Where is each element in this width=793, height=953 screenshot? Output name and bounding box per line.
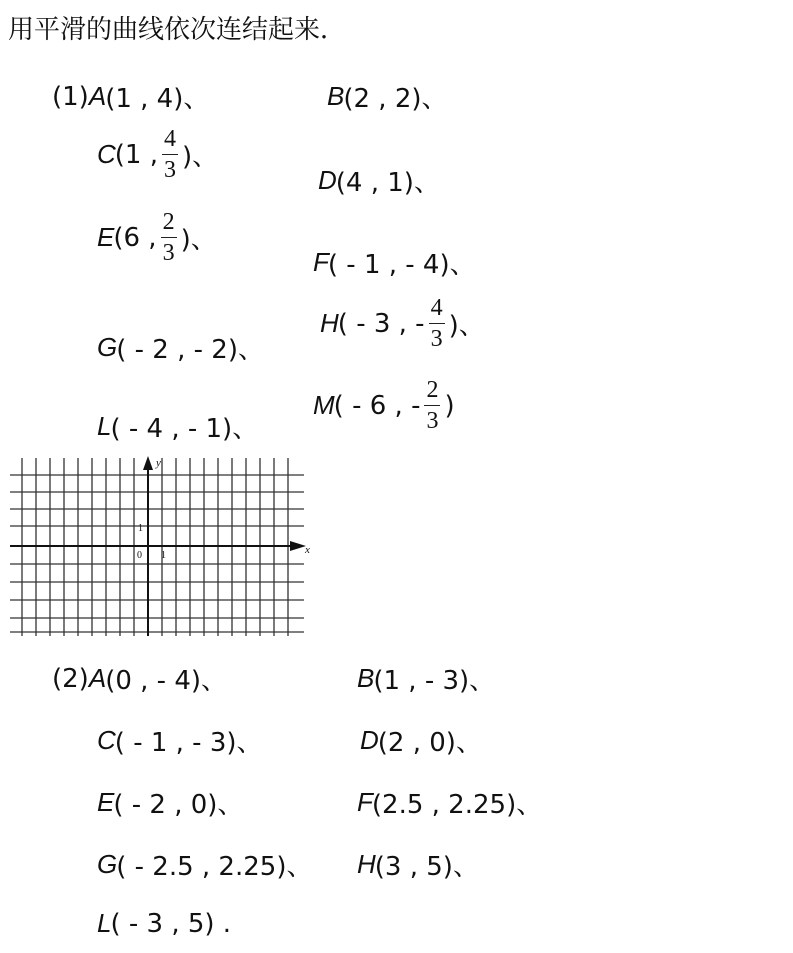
part2-point-h [357, 846, 479, 883]
point-coords: (3 , 5)、 [374, 852, 479, 882]
point-coords: ( - 1 , - 4)、 [327, 250, 476, 280]
point-name: E [97, 787, 114, 817]
instruction-text: 用平滑的曲线依次连结起来． [8, 15, 347, 45]
part2-point-f [357, 784, 542, 821]
point-coords: (6 , [113, 222, 157, 253]
part1-point-c [97, 127, 218, 182]
part1-point-h [320, 296, 485, 351]
point-name: F [313, 247, 328, 277]
part1-point-l [97, 408, 258, 445]
point-coords-end: ) [444, 390, 455, 421]
part2-point-b [357, 660, 495, 697]
part1-point-e [97, 210, 217, 265]
point-coords: (4 , 1)、 [335, 168, 440, 198]
fraction-denominator: 3 [162, 240, 175, 266]
part1-point-g [97, 329, 264, 366]
point-name: L [97, 411, 111, 441]
fraction-denominator: 3 [430, 326, 443, 352]
part2-label: (2) [52, 663, 89, 694]
part2-point-g [97, 846, 312, 883]
point-coords-end: )、 [180, 225, 217, 255]
point-name: H [320, 308, 338, 338]
coordinate-grid [8, 454, 318, 638]
unit-y-label: 1 [138, 523, 143, 534]
fraction-numerator: 2 [424, 378, 440, 406]
point-coords: (1 , [114, 139, 158, 170]
fraction [162, 127, 178, 182]
point-name: A [88, 81, 106, 111]
point-coords: ( - 2 , - 2)、 [116, 335, 264, 365]
part1-point-d [318, 162, 440, 199]
point-coords: (0 , - 4)、 [105, 666, 227, 696]
part1-point-m [313, 378, 455, 433]
part1-label: (1) [52, 81, 89, 112]
part2-point-a [52, 660, 227, 697]
point-name: M [313, 390, 334, 420]
part2-point-e [97, 784, 243, 821]
point-name: G [97, 849, 117, 879]
point-name: H [357, 849, 375, 879]
point-name: E [97, 222, 114, 252]
point-name: A [88, 663, 106, 693]
point-coords-end: )、 [182, 142, 219, 172]
part2-point-l [97, 908, 231, 939]
fraction [161, 210, 177, 265]
point-name: C [97, 139, 115, 169]
y-axis-label: y [156, 457, 161, 469]
point-name: L [97, 908, 111, 938]
fraction [429, 296, 445, 351]
fraction-numerator: 2 [161, 210, 177, 238]
coordinate-grid-svg [8, 454, 318, 638]
point-name: B [327, 81, 344, 111]
fraction-numerator: 4 [162, 127, 178, 155]
x-axis-arrow-icon [290, 541, 306, 551]
point-name: C [97, 725, 115, 755]
point-name: G [97, 332, 117, 362]
part2-point-d [360, 722, 482, 759]
part1-point-f [313, 244, 476, 281]
point-coords: ( - 6 , - [333, 390, 421, 421]
y-axis-arrow-icon [143, 456, 153, 470]
point-coords: (1 , - 3)、 [373, 666, 496, 696]
point-coords: (2.5 , 2.25)、 [371, 790, 543, 820]
fraction [424, 378, 440, 433]
point-name: B [357, 663, 374, 693]
point-coords: ( - 2 , 0)、 [113, 790, 244, 820]
fraction-denominator: 3 [164, 157, 176, 183]
part1-point-b [327, 78, 448, 115]
point-coords: ( - 3 , 5) . [110, 908, 232, 939]
point-coords: ( - 1 , - 3)、 [114, 728, 263, 758]
fraction-numerator: 4 [429, 296, 445, 324]
unit-x-label: 1 [161, 550, 166, 561]
point-coords: (1 , 4)、 [105, 84, 210, 114]
fraction-denominator: 3 [426, 408, 439, 434]
point-name: D [360, 725, 378, 755]
point-coords: (2 , 0)、 [377, 728, 482, 758]
point-coords: ( - 4 , - 1)、 [110, 414, 259, 444]
point-coords: (2 , 2)、 [343, 84, 448, 114]
point-coords-end: )、 [448, 311, 485, 341]
point-name: F [357, 787, 372, 817]
point-coords: ( - 2.5 , 2.25)、 [116, 852, 313, 882]
origin-label: 0 [137, 550, 142, 561]
point-coords: ( - 3 , - [337, 308, 425, 339]
point-name: D [318, 165, 336, 195]
part1-point-a [52, 78, 209, 115]
x-axis-label: x [305, 544, 310, 556]
part2-point-c [97, 722, 263, 759]
